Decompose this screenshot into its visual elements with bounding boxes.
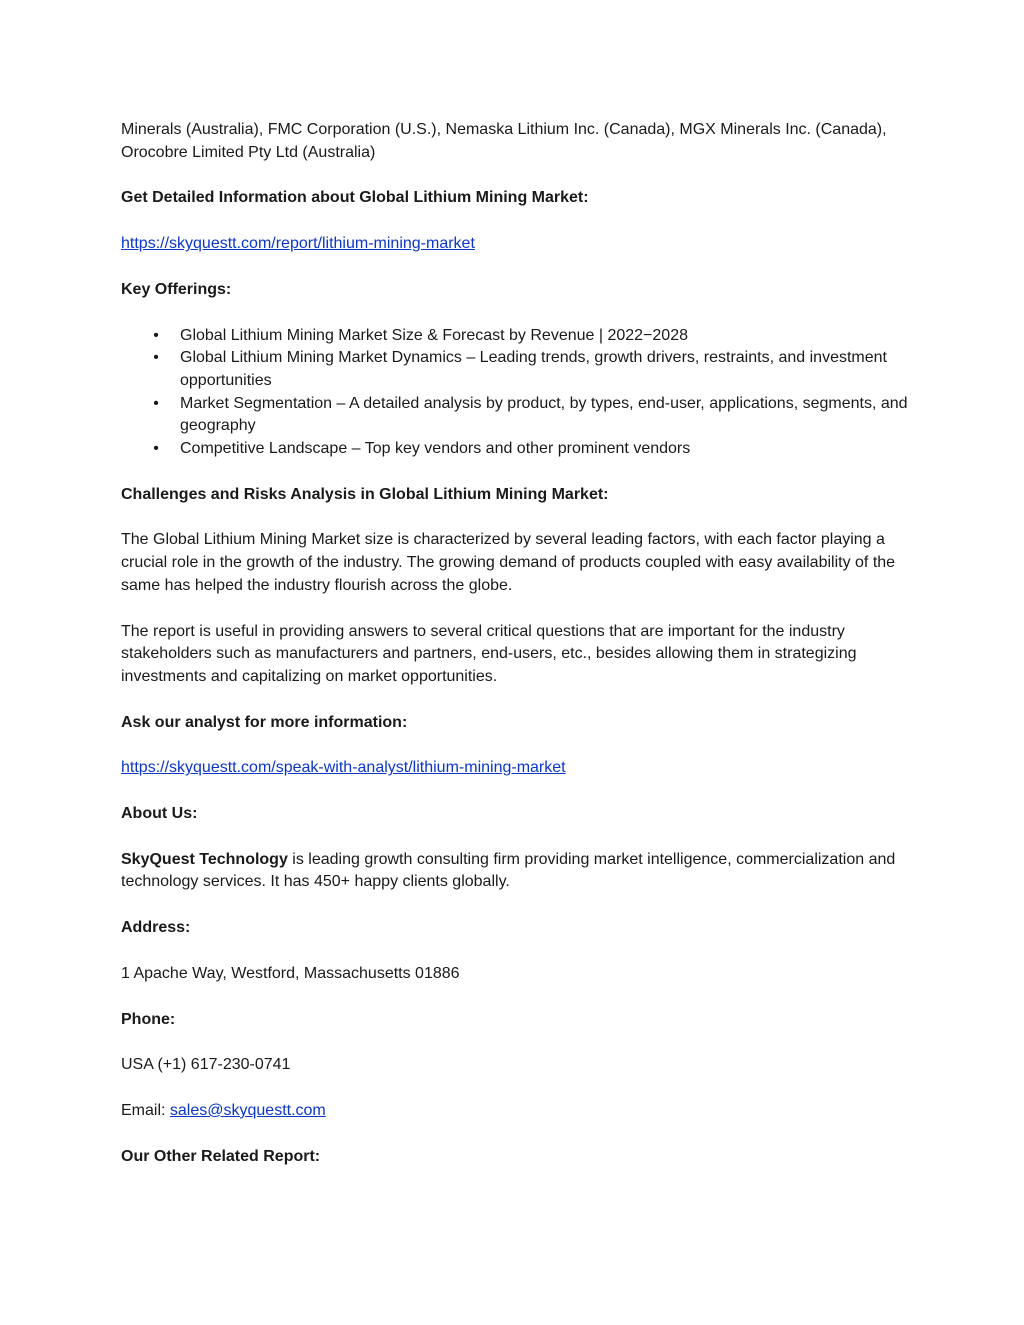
challenges-paragraph-2: The report is useful in providing answers to several critical questions that are important for the industry stakeholders such as manufacturers and partners, end-users, etc., besides allowing them in strategizing investments and capitalizing on market opportunities. [121,622,857,685]
bullet-icon: • [153,394,159,412]
list-item [121,393,921,438]
analyst-link-paragraph [121,757,921,780]
bullet-icon: • [153,440,159,458]
detail-report-link[interactable]: https://skyquestt.com/report/lithium-mining-market [121,235,475,253]
list-item-text: Global Lithium Mining Market Dynamics – Leading trends, growth drivers, restraints, and investment opportunities [180,349,887,389]
about-paragraph [121,849,921,894]
phone-heading: Phone: [121,1010,176,1028]
analyst-heading: Ask our analyst for more information: [121,713,408,731]
email-label: Email: [121,1101,170,1119]
list-item [121,347,921,392]
company-name: SkyQuest Technology [121,850,288,868]
email-paragraph [121,1100,921,1123]
address-heading: Address: [121,919,191,937]
analyst-link[interactable]: https://skyquestt.com/speak-with-analyst/lithium-mining-market [121,759,566,777]
bullet-icon: • [153,326,159,344]
phone-text: USA (+1) 617-230-0741 [121,1056,291,1074]
about-heading: About Us: [121,805,198,823]
address-text: 1 Apache Way, Westford, Massachusetts 01886 [121,964,460,982]
list-item [121,438,921,461]
detail-heading: Get Detailed Information about Global Lithium Mining Market: [121,189,589,207]
email-link[interactable]: sales@skyquestt.com [169,1101,326,1119]
related-heading: Our Other Related Report: [121,1147,321,1165]
challenges-heading: Challenges and Risks Analysis in Global Lithium Mining Market: [121,485,609,503]
challenges-paragraph-1: The Global Lithium Mining Market size is characterized by several leading factors, with each factor playing a crucial role in the growth of the industry. The growing demand of products coupled with easy availability of the same has helped the industry flourish across the globe. [121,531,896,594]
list-item-text: Global Lithium Mining Market Size & Forecast by Revenue | 2022−2028 [180,326,688,344]
key-offerings-list [121,325,921,461]
about-text: is leading growth consulting firm providing market intelligence, commercialization and technology services. It has 450+ happy clients globally. [121,850,896,891]
list-item-text: Competitive Landscape – Top key vendors and other prominent vendors [180,440,691,458]
key-offerings-heading: Key Offerings: [121,280,232,298]
document-page [121,119,921,1191]
intro-paragraph: Minerals (Australia), FMC Corporation (U.S.), Nemaska Lithium Inc. (Canada), MGX Minerals Inc. (Canada), Orocobre Limited Pty Ltd (Australia) [121,121,887,161]
bullet-icon: • [153,349,159,367]
detail-link-paragraph [121,233,921,256]
list-item [121,325,921,348]
list-item-text: Market Segmentation – A detailed analysis by product, by types, end-user, applications, segments, and geography [180,394,908,435]
